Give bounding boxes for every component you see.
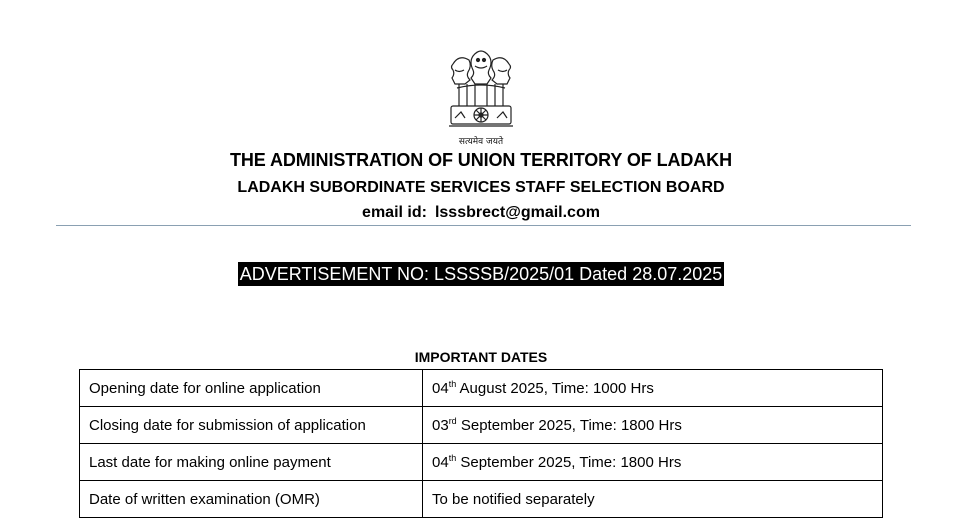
email-line: [0, 203, 962, 223]
date-label: Last date for making online payment: [80, 444, 423, 481]
advertisement-number: ADVERTISEMENT NO: LSSSSB/2025/01 Dated 28.07.2025: [239, 264, 723, 284]
table-row: [80, 444, 883, 481]
header-divider: [56, 225, 911, 226]
national-emblem-icon: [441, 44, 521, 150]
important-dates-heading: IMPORTANT DATES: [414, 349, 548, 365]
date-label: Date of written examination (OMR): [80, 481, 423, 518]
table-row: [80, 407, 883, 444]
date-value: 03rd September 2025, Time: 1800 Hrs: [423, 407, 883, 444]
administration-title: THE ADMINISTRATION OF UNION TERRITORY OF LADAKH: [230, 150, 732, 170]
date-value: 04th September 2025, Time: 1800 Hrs: [423, 444, 883, 481]
emblem-motto: सत्यमेव जयते: [458, 137, 504, 147]
email-label: email id:: [362, 204, 427, 221]
table-row: [80, 370, 883, 407]
email-address: lsssbrect@gmail.com: [434, 204, 600, 221]
important-dates-table: [79, 369, 883, 518]
table-row: [80, 481, 883, 518]
date-label: Opening date for online application: [80, 370, 423, 407]
date-label: Closing date for submission of application: [80, 407, 423, 444]
date-value: To be notified separately: [423, 481, 883, 518]
date-value: 04th August 2025, Time: 1000 Hrs: [423, 370, 883, 407]
board-title: LADAKH SUBORDINATE SERVICES STAFF SELECTION BOARD: [237, 179, 725, 196]
advertisement-banner: [0, 262, 962, 286]
